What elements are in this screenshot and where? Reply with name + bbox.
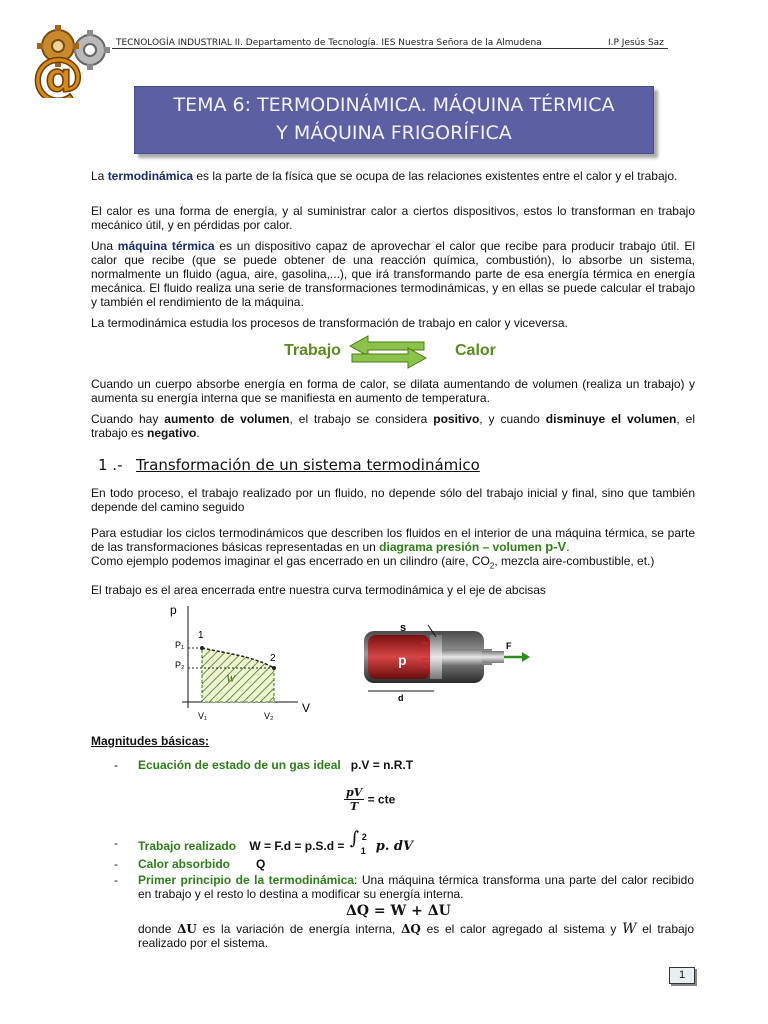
d-label: d [398,693,404,703]
text-run: es el calor agregado al sistema y [420,922,623,936]
item-2-label: Trabajo realizado [138,839,237,853]
intro-paragraph-1 [91,169,695,183]
v1-label: V₁ [198,711,208,721]
s-label: s [400,622,407,634]
ratio-numerator: pV [346,786,363,799]
heat-label: Calor [455,342,496,359]
force-arrow-head-icon [522,652,530,662]
point-2-label: 2 [270,653,276,664]
header-author: I.P Jesús Saz [608,38,664,48]
text-run: Cuando hay [91,412,165,426]
magnitude-item-2 [114,828,694,856]
work-symbol: W [622,921,637,937]
text-run: es un dispositivo capaz de aprovechar el calor que recibe para producir trabajo útil. El calor que recibe (que se puede obtener de una reacción química, combustión), lo absorbe un sistema, normalmente un fluido (agua, aire, gasolina,...), que irá transformando parte de esa energía térmica en energía mecánica. El fluido realiza una serie de transformaciones termodinámicas, y en ellas se puede calcular el trabajo y también el rendimiento de la máquina. [91,239,695,309]
expansion-paragraph-1: Cuando un cuerpo absorbe energía en forma de calor, se dilata aumentando de volumen (realiza un trabajo) y aumenta su energía interna que se manifiesta en aumento de temperatura. [91,377,695,405]
list-dash: - [114,836,118,850]
page-number: 1 [669,967,695,984]
v-axis-label: V [302,701,311,715]
text-run-bold: negativo [147,426,197,440]
text-run: , el trabajo es [91,412,695,440]
integral-upper: 2 [361,832,367,842]
text-run: . [196,426,200,440]
header-course: TECNOLOGÍA INDUSTRIAL II. Departamento de Tecnología. IES Nuestra Señora de la Almudena [116,38,542,48]
first-law-explanation [138,922,694,950]
section-paragraph-3: El trabajo es el area encerrada entre nuestra curva termodinámica y el eje de abcisas [91,583,546,597]
point-1 [200,646,204,650]
first-law-equation: ΔQ = W + ΔU [346,903,451,919]
list-dash: - [114,758,118,772]
p2-label: P₂ [175,660,185,670]
integral [348,828,376,856]
chapter-title-line-2: Y MÁQUINA FRIGORÍFICA [276,122,512,144]
work-label: Trabajo [284,342,341,359]
point-2 [272,666,276,670]
chapter-title-box [134,86,654,154]
list-dash: - [114,857,118,871]
text-run: el trabajo realizado por el sistema. [138,922,695,950]
magnitudes-heading: Magnitudes básicas: [91,734,210,748]
section-paragraph-1: En todo proceso, el trabajo realizado por un fluido, no depende sólo del trabajo inicial y final, sino que también depende del camino seguido [91,486,695,514]
text-run-bold: positivo [433,412,480,426]
point-1-label: 1 [198,630,204,641]
piston-head [430,635,442,679]
text-run: es la parte de la física que se ocupa de las relaciones existentes entre el calor y el trabajo. [193,169,678,183]
text-run: . [566,540,570,554]
item-1-label: Ecuación de estado de un gas ideal [138,758,341,772]
page-header [116,38,676,48]
text-run: Para estudiar los ciclos termodinámicos que describen los fluidos en el interior de una máquina térmica, se parte de las transformaciones básicas representadas en un [91,526,695,554]
item-4-label: Primer principio de la termodinámica [138,873,355,887]
text-run: donde [138,922,178,936]
item-3-label: Calor absorbido [138,857,231,871]
work-area-label: W [226,673,236,685]
chapter-title-line-1: TEMA 6: TERMODINÁMICA. MÁQUINA TÉRMICA [173,94,615,116]
pv-diagram [160,598,330,726]
text-run-bold: aumento de volumen [164,412,290,426]
item-3-formula: Q [256,857,266,871]
exchange-arrows-icon [346,334,430,370]
force-label: F [506,641,512,651]
ideal-gas-ratio [344,786,395,813]
expansion-paragraph-2 [91,412,695,440]
rod-tip [482,651,504,663]
magnitude-item-1 [114,758,694,772]
v2-label: V₂ [264,711,274,721]
p1-label: P₁ [175,640,185,650]
term-pv: p-V [545,539,567,554]
text-run: Una [91,239,118,253]
section-number: 1 .- [98,456,123,474]
item-4-text: : Una máquina térmica transforma una parte del calor recibido en trabajo y el resto lo destina a modificar su energía interna. [138,873,694,901]
p-axis-label: p [170,603,177,617]
term-maquina-termica: máquina térmica [117,239,215,253]
text-run: , el trabajo se considera [289,412,434,426]
header-rule [112,48,668,49]
term-diagrama-pv: diagrama presión – volumen [379,540,542,554]
text-run: La [91,169,108,183]
text-run: Como ejemplo podemos imaginar el gas encerrado en un cilindro (aire, CO [91,554,490,568]
section-paragraph-2 [91,526,695,573]
section-heading [98,456,480,474]
delta-q: ΔQ [401,922,421,936]
item-1-formula: p.V = n.R.T [350,758,414,772]
text-run: , y cuando [479,412,546,426]
subscript-2: 2 [489,561,495,571]
piston-cylinder-illustration [358,615,534,703]
term-termodinamica: termodinámica [107,169,194,183]
intro-paragraph-4: La termodinámica estudia los procesos de transformación de trabajo en calor y viceversa. [91,316,568,330]
section-title: Transformación de un sistema termodinámico [136,456,480,474]
integral-body: p. dV [375,839,414,854]
text-run-bold: disminuye el volumen [545,412,677,426]
pressure-label: p [398,652,407,668]
integral-lower: 1 [360,846,366,856]
work-area [202,648,274,702]
magnitude-item-4 [114,873,694,901]
work-heat-exchange [284,334,514,374]
text-run: es la variación de energía interna, [196,922,402,936]
ratio-rhs: = cte [367,792,396,807]
delta-u: ΔU [177,922,197,936]
intro-paragraph-3 [91,239,695,309]
text-run: , mezcla aire-combustible, et.) [494,554,655,568]
integral-sign-icon: ∫ [349,828,360,849]
magnitude-item-3 [114,857,694,871]
svg-text:@: @ [32,47,84,98]
item-2-formula: W = F.d = p.S.d = [249,839,345,853]
list-dash: - [114,873,118,887]
department-logo [30,24,114,98]
ratio-denominator: T [350,800,359,813]
intro-paragraph-2: El calor es una forma de energía, y al suministrar calor a ciertos dispositivos, estos lo transforman en trabajo mecánico útil, y en pérdidas por calor. [91,204,695,232]
